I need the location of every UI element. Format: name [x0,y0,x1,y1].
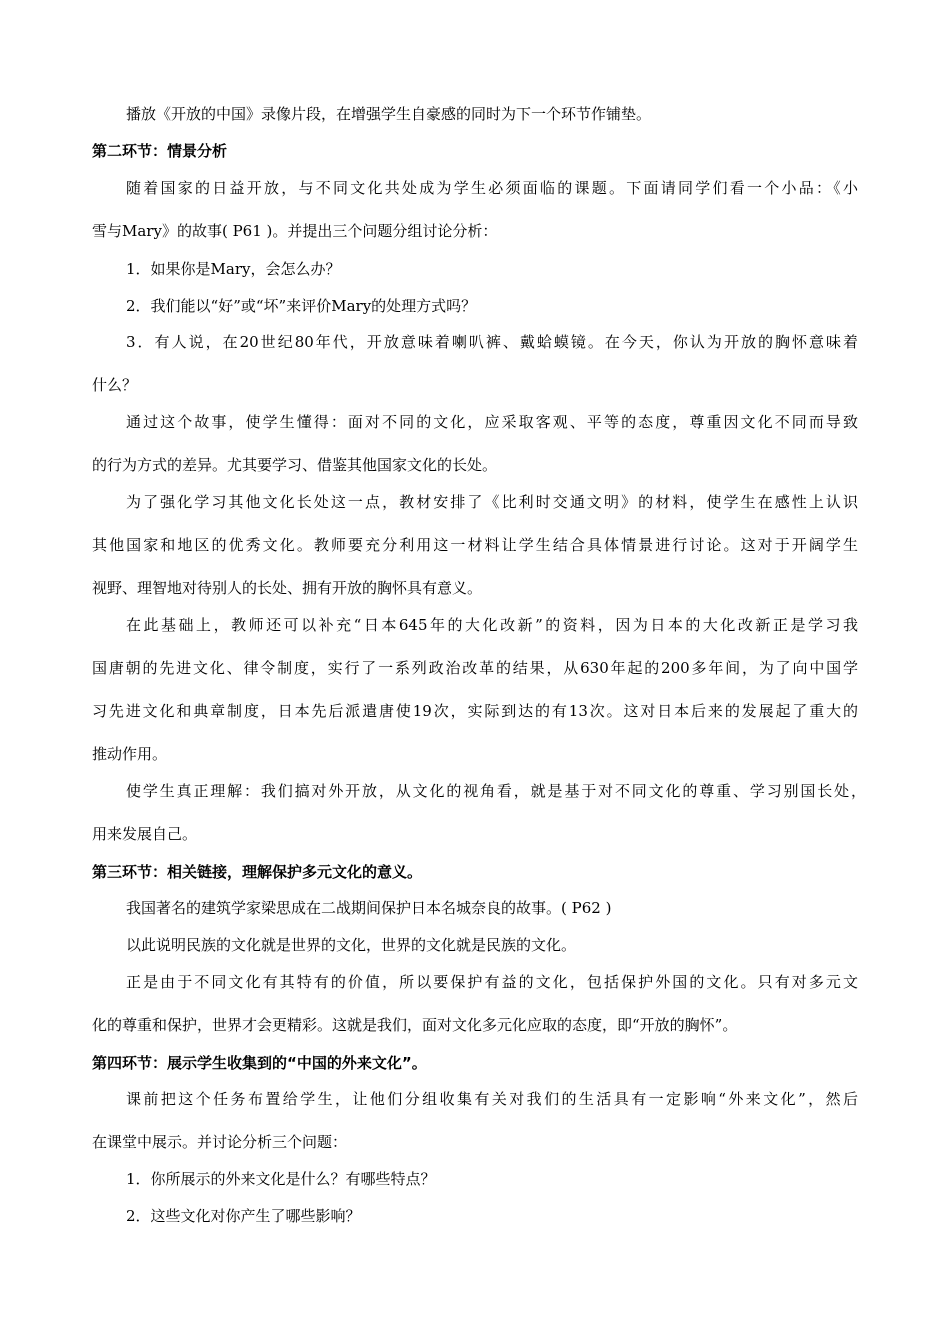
paragraph-line: 在课堂中展示。并讨论分析三个问题： [92,1133,348,1151]
paragraph-line: 视野、理智地对待别人的长处、拥有开放的胸怀具有意义。 [92,579,483,597]
paragraph-line: 我国著名的建筑学家梁思成在二战期间保护日本名城奈良的故事。( P62 ) [126,899,612,917]
paragraph-line: 化的尊重和保护，世界才会更精彩。这就是我们，面对文化多元化应取的态度，即“开放的胸怀”。 [92,1016,738,1034]
list-item-1: 1．你所展示的外来文化是什么？有哪些特点？ [126,1170,436,1188]
section-heading-4: 第四环节：展示学生收集到的“中国的外来文化”。 [92,1054,427,1072]
list-item-2: 2．这些文化对你产生了哪些影响？ [126,1207,361,1225]
paragraph-line: 什么？ [92,376,138,394]
paragraph-line: 以此说明民族的文化就是世界的文化，世界的文化就是民族的文化。 [126,936,577,954]
paragraph-line: 在此基础上，教师还可以补充“日本645年的大化改新”的资料，因为日本的大化改新正是学习我 [126,616,858,634]
paragraph-line: 的行为方式的差异。尤其要学习、借鉴其他国家文化的长处。 [92,456,498,474]
paragraph-line: 推动作用。 [92,745,168,763]
paragraph-line: 随着国家的日益开放，与不同文化共处成为学生必须面临的课题。下面请同学们看一个小品：《小 [126,179,858,197]
paragraph-line: 习先进文化和典章制度，日本先后派遣唐使19次，实际到达的有13次。这对日本后来的发展起了重大的 [92,702,858,720]
list-item-2: 2．我们能以“好”或“坏”来评价Mary的处理方式吗？ [126,297,477,315]
section-heading-2: 第二环节：情景分析 [92,142,228,160]
paragraph-line: 国唐朝的先进文化、律令制度，实行了一系列政治改革的结果，从630年起的200多年间，为了向中国学 [92,659,858,677]
section-heading-3: 第三环节：相关链接，理解保护多元文化的意义。 [92,863,423,881]
paragraph-line: 课前把这个任务布置给学生，让他们分组收集有关对我们的生活具有一定影响“外来文化”，然后 [126,1090,858,1108]
paragraph-line: 使学生真正理解：我们搞对外开放，从文化的视角看，就是基于对不同文化的尊重、学习别国长处， [126,782,866,800]
paragraph-line: 用来发展自己。 [92,825,198,843]
paragraph-line: 雪与Mary》的故事( P61 )。并提出三个问题分组讨论分析： [92,222,498,240]
paragraph-line: 其他国家和地区的优秀文化。教师要充分利用这一材料让学生结合具体情景进行讨论。这对于开阔学生 [92,536,858,554]
list-item-3: 3．有人说，在20世纪80年代，开放意味着喇叭裤、戴蛤蟆镜。在今天，你认为开放的胸怀意味着 [126,333,858,351]
paragraph-line: 播放《开放的中国》录像片段，在增强学生自豪感的同时为下一个环节作铺垫。 [126,105,652,123]
paragraph-line: 为了强化学习其他文化长处这一点，教材安排了《比利时交通文明》的材料，使学生在感性上认识 [126,493,858,511]
paragraph-line: 通过这个故事，使学生懂得：面对不同的文化，应采取客观、平等的态度，尊重因文化不同而导致 [126,413,858,431]
list-item-1: 1．如果你是Mary，会怎么办？ [126,260,341,278]
paragraph-line: 正是由于不同文化有其特有的价值，所以要保护有益的文化，包括保护外国的文化。只有对多元文 [126,973,858,991]
